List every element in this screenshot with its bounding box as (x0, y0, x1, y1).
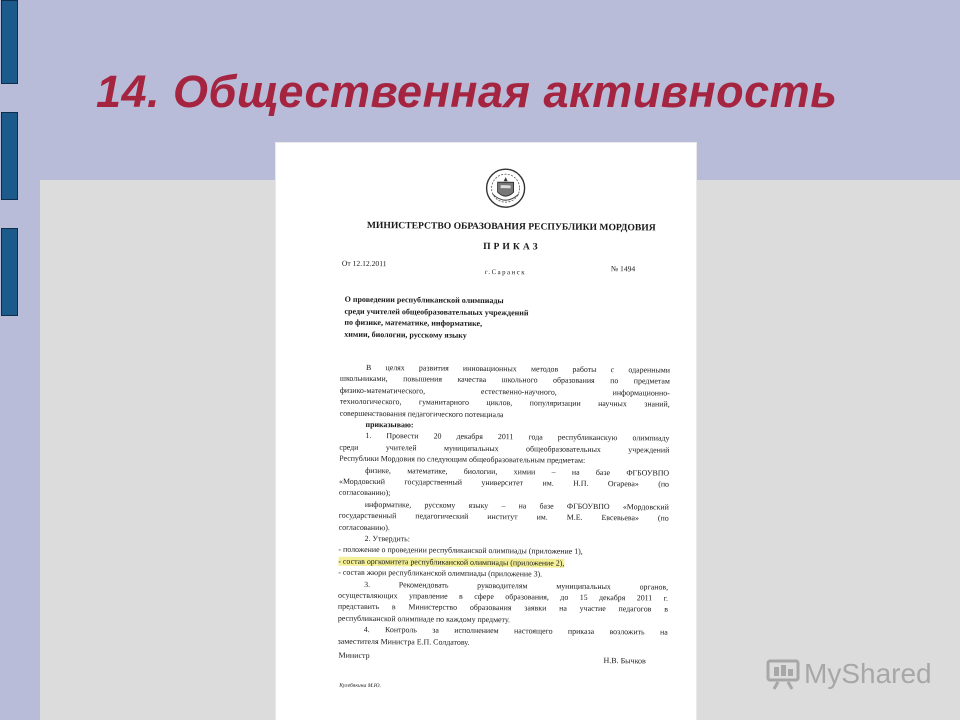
side-bar-decoration (1, 228, 18, 316)
body-line: заместителя Министра Е.П. Солдатову. (337, 636, 470, 647)
subject-line: по физике, математике, информатике, (344, 317, 483, 329)
order-number: № 1494 (610, 264, 636, 274)
body-line: согласованию). (338, 522, 390, 532)
signer-role: Министр (338, 650, 370, 661)
subject-line: О проведении республиканской олимпиады (344, 294, 504, 306)
side-bar-decoration (1, 112, 18, 200)
order-document (276, 143, 696, 720)
body-line: приказываю: (365, 419, 414, 430)
order-body (338, 362, 670, 650)
body-line: согласованию); (338, 488, 391, 498)
ministry-heading: МИНИСТЕРСТВО ОБРАЗОВАНИЯ РЕСПУБЛИКИ МОРДОВИЯ (366, 219, 656, 234)
executor-name: Кулебякина М.Ю. (339, 682, 381, 690)
body-line: технологического, гуманитарного циклов, популяризации научных знаний, (339, 396, 670, 409)
subject-line: среди учителей общеобразовательных учреждений (344, 306, 529, 317)
highlighted-text: - состав оргкомитета республиканской олимпиады (приложение 2), (338, 556, 565, 568)
signer-name: Н.В. Бычков (603, 656, 646, 666)
body-line: 2. Утвердить: (364, 533, 411, 544)
body-line: 3. Рекомендовать руководителям муниципальных органов, (364, 579, 669, 592)
body-line: государственный педагогический институт им. М.Е. Евсевьева» (по (338, 510, 669, 523)
body-line: В целях развития инновационных методов работы с одаренными (365, 362, 671, 375)
order-city: г.Саранск (484, 268, 527, 277)
body-line: «Мордовский государственный университет им. Н.П. Огарева» (по (339, 476, 670, 489)
body-line: информатике, русскому языку – на базе ФГБОУВПО «Мордовский (364, 499, 669, 512)
body-line: совершенствования педагогического потенциала (339, 408, 504, 419)
watermark-text: MyShared (804, 658, 932, 689)
body-line: 1. Провести 20 декабря 2011 года республиканскую олимпиаду (365, 431, 670, 443)
slide-title: 14. Общественная активность (96, 66, 838, 117)
subject-line: химии, биологии, русскому языку (344, 329, 467, 340)
body-line: республиканской олимпиаде по каждому предмету. (337, 613, 511, 624)
order-title: ПРИКАЗ (483, 240, 541, 253)
body-line: представить в Министерство образования заявки на участие педагогов в (337, 602, 668, 614)
body-line: физико-математического, естественно-научного, информационно- (339, 385, 670, 398)
order-subject (344, 294, 594, 343)
body-line: - положение о проведении республиканской олимпиады (приложение 1), (338, 545, 583, 557)
body-line: - состав жюри республиканской олимпиады (приложение 3). (338, 567, 543, 579)
coat-of-arms-icon (483, 166, 527, 210)
body-line: осуществляющих управление в сфере образования, до 15 декабря 2011 г. (338, 590, 669, 603)
presentation-board-icon (766, 658, 800, 690)
side-bar-decoration (1, 0, 18, 84)
body-line: школьниками, повышения качества школьного образования по предметам (339, 374, 670, 387)
body-line: 4. Контроль за исполнением настоящего приказа возложить на (363, 625, 668, 637)
order-date: От 12.12.2011 (341, 258, 387, 269)
watermark (766, 654, 932, 694)
body-line: физике, математике, биологии, химии – на базе ФГБОУВПО (365, 465, 670, 478)
body-line: среди учителей муниципальных общеобразовательных учреждений (339, 442, 670, 455)
body-line: Республики Мордовия по следующим общеобразовательным предметам: (339, 453, 586, 466)
